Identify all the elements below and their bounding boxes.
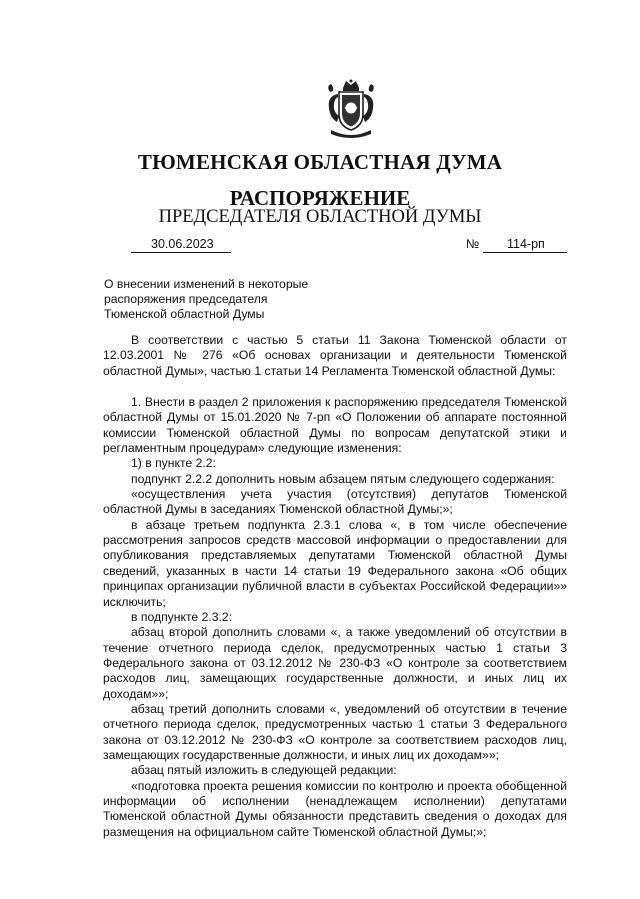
coat-of-arms-icon: [321, 78, 381, 142]
body-paragraph: 1) в пункте 2.2:: [131, 456, 216, 471]
document-number: 114-рп: [483, 237, 567, 253]
body-paragraph: «осуществления учета участия (отсутствия) депутатов Тюменской областной Думы в заседаниях Тюменской областной Думы;»;: [103, 487, 567, 517]
subject-line: распоряжения председателя: [104, 292, 268, 306]
subject-line: Тюменской областной Думы: [104, 307, 265, 321]
organization-title: ТЮМЕНСКАЯ ОБЛАСТНАЯ ДУМА: [137, 150, 503, 174]
subject-line: О внесении изменений в некоторые: [104, 277, 309, 291]
body-paragraph: абзац второй дополнить словами «, а также уведомлений об отсутствии в течение отчетного периода сделок, предусмотренных частью 1 статьи 3 Федерального закона от 03.12.2012 № 230-ФЗ «О контроле за соответствием расходов лиц, замещающих государственные должности, и иных лиц их доходам»»;: [103, 625, 567, 701]
document-body: [103, 333, 567, 840]
document-subject: [104, 277, 308, 322]
number-label: №: [466, 237, 480, 251]
document-date: 30.06.2023: [131, 237, 231, 253]
body-paragraph: в абзаце третьем подпункта 2.3.1 слова «, в том числе обеспечение рассмотрения запросов средств массовой информации о предоставлении для опубликования представляемых депутатами Тюменской областной Думы сведений, указанных в части 14 статьи 19 Федерального закона «Об общих принципах организации публичной власти в субъектах Российской Федерации»» исключить;: [103, 517, 567, 609]
body-paragraph: «подготовка проекта решения комиссии по контролю и проекта обобщенной информации об исполнении (ненадлежащем исполнении) депутатами Тюменской областной Думы обязанности представить сведения о доходах для размещения на официальном сайте Тюменской областной Думы;»;: [103, 778, 567, 839]
body-paragraph: абзац пятый изложить в следующей редакции:: [131, 763, 397, 778]
document-type: РАСПОРЯЖЕНИЕ: [229, 186, 411, 210]
preamble-paragraph: В соответствии с частью 5 статьи 11 Закона Тюменской области от 12.03.2001 № 276 «Об основах организации и деятельности Тюменской областной Думы», частью 1 статьи 14 Регламента Тюменской областной Думы:: [103, 333, 567, 378]
document-subtitle: ПРЕДСЕДАТЕЛЯ ОБЛАСТНОЙ ДУМЫ: [158, 207, 482, 227]
body-paragraph: подпункт 2.2.2 дополнить новым абзацем пятым следующего содержания:: [131, 471, 555, 486]
body-paragraph: абзац третий дополнить словами «, уведомлений об отсутствии в течение отчетного периода сделок, предусмотренных частью 1 статьи 3 Федерального закона от 03.12.2012 № 230-ФЗ «О контроле за соответствием расходов лиц, замещающих государственные должности, и иных лиц их доходам»»;: [103, 701, 567, 762]
body-paragraph: в подпункте 2.3.2:: [131, 609, 233, 624]
body-paragraph: 1. Внести в раздел 2 приложения к распоряжению председателя Тюменской областной Думы от 15.01.2020 № 7-рп «О Положении об аппарате постоянной комиссии Тюменской областной Думы по вопросам депутатской этики и регламентным процедурам» следующие изменения:: [103, 395, 567, 456]
